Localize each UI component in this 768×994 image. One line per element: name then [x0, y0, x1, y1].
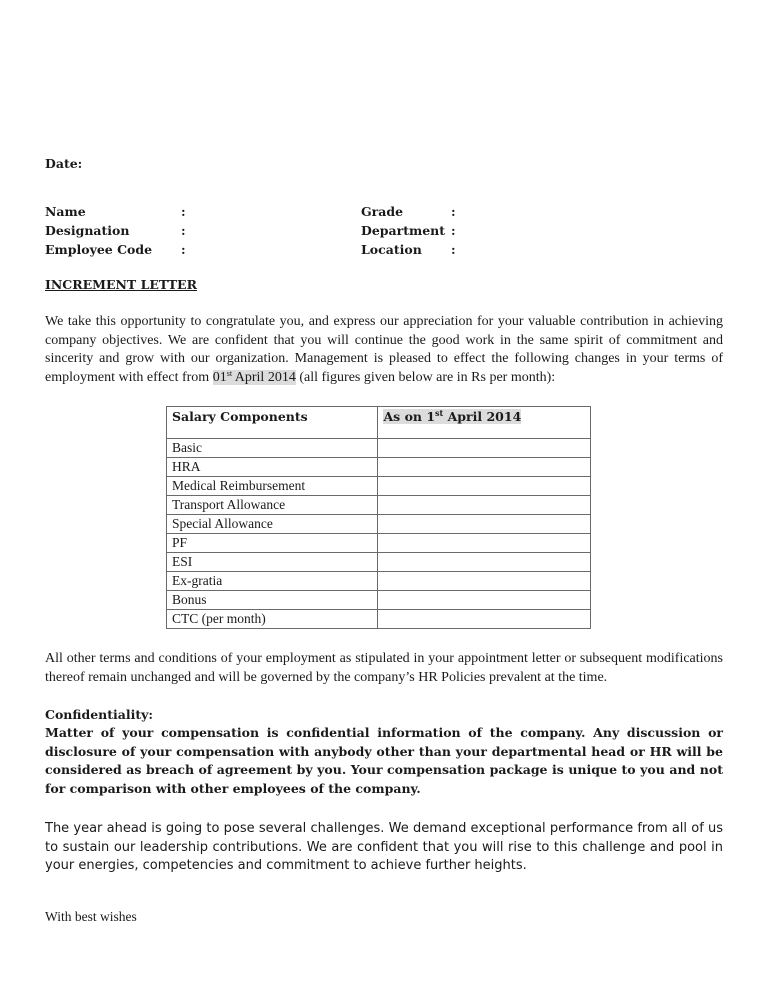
header-salary-components: Salary Components [167, 407, 378, 439]
component-cell: Transport Allowance [167, 496, 378, 515]
table-row [167, 591, 591, 610]
table-row [167, 515, 591, 534]
value-cell [378, 572, 591, 591]
as-on-prefix: As on 1 [383, 409, 436, 424]
location-colon: : [451, 242, 456, 257]
confidentiality-title: Confidentiality: [45, 707, 154, 722]
employee-code-label: Employee Code [45, 242, 153, 257]
designation-label: Designation [45, 223, 130, 238]
name-colon: : [181, 204, 186, 219]
value-cell [378, 496, 591, 515]
effective-day: 01 [212, 369, 227, 385]
value-cell [378, 439, 591, 458]
table-header-row [167, 407, 591, 439]
value-cell [378, 515, 591, 534]
value-cell [378, 534, 591, 553]
component-cell: ESI [167, 553, 378, 572]
component-cell: PF [167, 534, 378, 553]
value-cell [378, 591, 591, 610]
effective-date-highlight [213, 370, 296, 385]
field-row-designation [45, 221, 723, 240]
as-on-day-suffix: st [435, 408, 444, 418]
date-label: Date: [45, 156, 83, 171]
closing-paragraph: The year ahead is going to pose several challenges. We demand exceptional performance from all of us to sustain our leadership contributions. We are confident that you will rise to this challenge and pool in your energies, competencies and commitment to achieve further heights. [45, 821, 723, 873]
value-cell [378, 458, 591, 477]
sign-off: With best wishes [45, 909, 137, 924]
header-as-on-date [378, 407, 591, 439]
effective-month-year: April 2014 [232, 369, 296, 385]
grade-colon: : [451, 204, 456, 219]
table-row [167, 572, 591, 591]
employee-fields [45, 202, 723, 259]
designation-colon: : [181, 223, 186, 238]
employee-code-colon: : [181, 242, 186, 257]
salary-components-table [166, 406, 591, 629]
terms-paragraph: All other terms and conditions of your employment as stipulated in your appointment letter or subsequent modifications thereof remain unchanged and will be governed by the company’s HR Policies prevalent at the time. [45, 651, 723, 685]
letter-page [45, 0, 723, 994]
table-row [167, 458, 591, 477]
field-row-name [45, 202, 723, 221]
department-label: Department [361, 223, 446, 238]
component-cell: Bonus [167, 591, 378, 610]
table-row [167, 553, 591, 572]
letter-heading: INCREMENT LETTER [45, 277, 197, 292]
value-cell [378, 477, 591, 496]
name-label: Name [45, 204, 86, 219]
field-row-employee-code [45, 240, 723, 259]
component-cell: Medical Reimbursement [167, 477, 378, 496]
intro-paragraph [45, 313, 723, 387]
component-cell: Special Allowance [167, 515, 378, 534]
effective-day-suffix: st [226, 368, 233, 378]
value-cell [378, 610, 591, 629]
component-cell: Basic [167, 439, 378, 458]
as-on-date-highlight [383, 409, 521, 424]
department-colon: : [451, 223, 456, 238]
confidentiality-body: Matter of your compensation is confidential information of the company. Any discussion or disclosure of your compensation with anybody other than your departmental head or HR will be considered as breach of agreement by you. Your compensation package is unique to you and not for comparison with other employees of the company. [45, 725, 723, 796]
component-cell: CTC (per month) [167, 610, 378, 629]
grade-label: Grade [361, 204, 404, 219]
value-cell [378, 553, 591, 572]
as-on-month-year: April 2014 [443, 409, 522, 424]
table-row [167, 477, 591, 496]
table-row [167, 610, 591, 629]
table-row [167, 534, 591, 553]
table-row [167, 439, 591, 458]
component-cell: Ex-gratia [167, 572, 378, 591]
location-label: Location [361, 242, 422, 257]
component-cell: HRA [167, 458, 378, 477]
intro-text-after: (all figures given below are in Rs per month): [295, 369, 556, 385]
intro-text-before: We take this opportunity to congratulate you, and express our appreciation for your valuable contribution in achieving company objectives. We are confident that you will continue the good work in the same spirit of commitment and sincerity and grow with our organization. Management is pleased to effect the following changes in your terms of employment with effect from [45, 314, 723, 385]
table-row [167, 496, 591, 515]
